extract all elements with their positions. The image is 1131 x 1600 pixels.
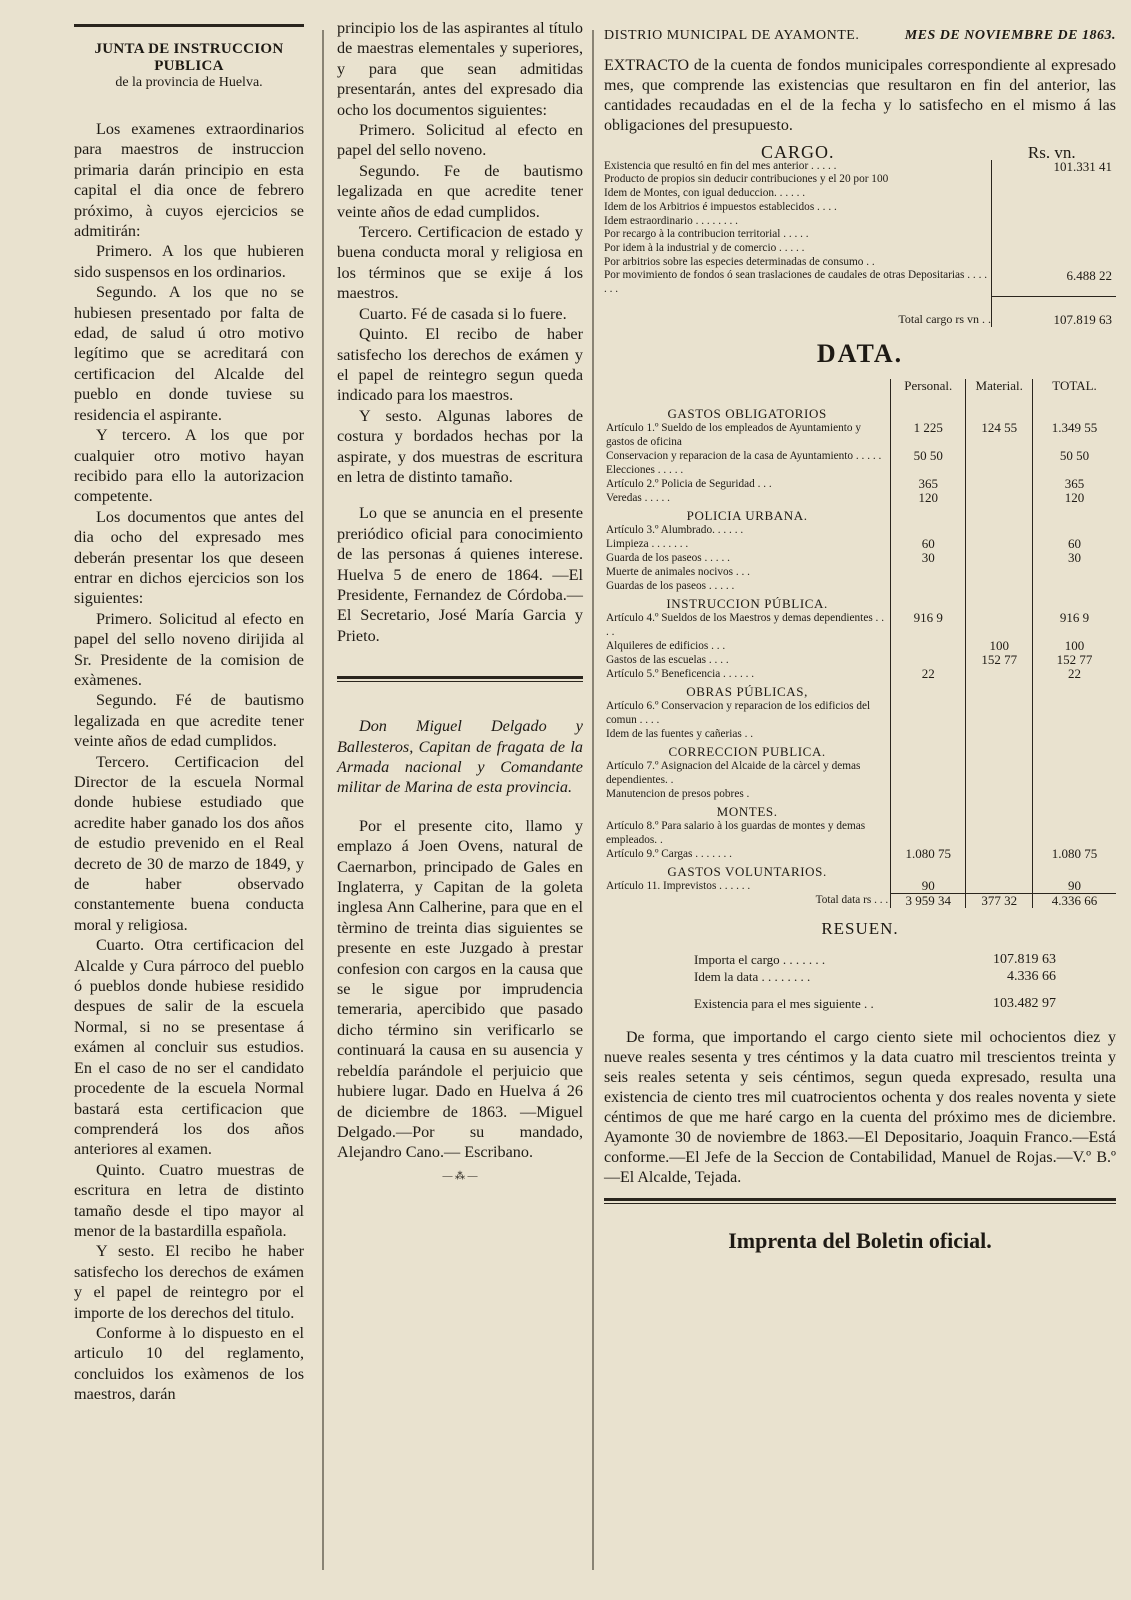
data-cell-total: 100 xyxy=(1033,639,1116,653)
data-title: DATA. xyxy=(816,338,904,368)
data-row xyxy=(604,463,1116,477)
month-label: MES DE NOVIEMBRE DE 1863. xyxy=(904,28,1116,43)
data-cell-personal: 1 225 xyxy=(891,421,966,449)
data-cell-total: 1.080 75 xyxy=(1033,847,1116,861)
data-row xyxy=(604,787,1116,801)
data-cell-material xyxy=(966,579,1033,593)
data-row xyxy=(604,819,1116,847)
cargo-row-amount xyxy=(992,215,1117,229)
data-row xyxy=(604,537,1116,551)
data-row xyxy=(604,611,1116,639)
data-row-label: Veredas . . . . . xyxy=(606,491,670,504)
paragraph: Y sesto. El recibo he haber satisfecho los derechos de exámen y el papel de reintegro por el importe de los derechos del titulo. xyxy=(74,1242,304,1322)
data-cell-total: 152 77 xyxy=(1033,653,1116,667)
data-row xyxy=(604,653,1116,667)
cargo-row-amount xyxy=(992,242,1117,256)
col-header-total: TOTAL. xyxy=(1033,379,1116,403)
data-cell-material xyxy=(966,699,1033,727)
paragraph: Primero. A los que hubieren sido suspensos en los ordinarios. xyxy=(74,242,304,281)
data-section-header xyxy=(604,741,1116,759)
data-row xyxy=(604,579,1116,593)
resumen-value: 4.336 66 xyxy=(1007,968,1056,984)
data-cell-personal xyxy=(891,653,966,667)
data-cell-material xyxy=(966,551,1033,565)
data-cell-material xyxy=(966,565,1033,579)
data-row xyxy=(604,449,1116,463)
edict-body: Por el presente cito, llamo y emplazo á Joen Ovens, natural de Caernarbon, principado de Gales en Inglaterra, y Capitan de la goleta inglesa Ann Calherine, para que en el tèrmino de treinta dias siguientes se presente en este Juzgado à prestar confesion con cargos en la causa que se le sigue por imprudencia temeraria, apercibido que pasado dicho término sin verificarlo se continuará la causa en su ausencia y rebeldía parándole el perjuicio que hubiere lugar. Dado en Huelva á 26 de diciembre de 1863. —Miguel Delgado.—Por su mandado, Alejandro Cano.— Escribano. xyxy=(337,816,583,1162)
data-cell-total: 22 xyxy=(1033,667,1116,681)
cargo-row-label: Idem de los Arbitrios é impuestos establecidos . . . . xyxy=(604,200,837,213)
cargo-row xyxy=(604,187,1116,201)
data-row-label: Manutencion de presos pobres . xyxy=(606,787,750,800)
data-section-header xyxy=(604,681,1116,699)
cargo-row-label: Producto de propios sin deducir contribuciones y el 20 por 100 xyxy=(604,173,889,186)
paragraph: Segundo. Fe de bautismo legalizada en que acredite tener veinte años de edad cumplidos. xyxy=(337,161,583,221)
data-cell-personal: 30 xyxy=(891,551,966,565)
district-name: DISTRIO MUNICIPAL DE AYAMONTE. xyxy=(604,28,860,43)
printer-imprint: Imprenta del Boletin oficial. xyxy=(728,1227,992,1253)
data-row-label: Artículo 4.º Sueldos de los Maestros y demas dependientes . . . . xyxy=(606,611,885,638)
resumen-label: Importa el cargo . . . . . . . xyxy=(694,951,826,967)
data-cell-total: 50 50 xyxy=(1033,449,1116,463)
data-section-label: GASTOS OBLIGATORIOS xyxy=(667,405,827,421)
cargo-row-label: Por movimiento de fondos ó sean traslaciones de caudales de otras Depositarias . . . . . . . xyxy=(604,269,988,296)
data-section-header xyxy=(604,801,1116,819)
paragraph: Tercero. Certificacion del Director de la escuela Normal donde hubiese estudiado que acredite haber ganado los dos años de estudio prevenido en el Real decreto de 30 de marzo de 1849, y de haber observado constantemente buena conducta moral y religiosa. xyxy=(74,752,304,934)
data-cell-personal: 50 50 xyxy=(891,449,966,463)
data-row-label: Guarda de los paseos . . . . . xyxy=(606,551,730,564)
cargo-row-label: Por recargo à la contribucion territorial . . . . . xyxy=(604,228,809,241)
cargo-row-label: Por idem à la industrial y de comercio . . . . . xyxy=(604,241,805,254)
paragraph: Y tercero. A los que por cualquier otro motivo hayan recibido para ello la autorizacion competente. xyxy=(74,426,304,506)
data-row xyxy=(604,879,1116,894)
data-cell-total xyxy=(1033,699,1116,727)
data-row xyxy=(604,639,1116,653)
data-cell-material xyxy=(966,523,1033,537)
column-divider xyxy=(592,30,594,1570)
cargo-row-amount: 6.488 22 xyxy=(992,269,1117,296)
data-cell-material xyxy=(966,759,1033,787)
resumen-label: Existencia para el mes siguiente . . xyxy=(694,995,874,1011)
data-row xyxy=(604,421,1116,449)
closing-paragraph: De forma, que importando el cargo ciento siete mil ochocientos diez y nueve reales sesenta y tres céntimos y la data cuatro mil trescientos treinta y seis reales setenta y seis céntimos, segun queda expresado, resulta una existencia de ciento tres mil cuatrocientos ochenta y dos reales noventa y siete céntimos de que me haré cargo en la cuenta del próximo mes de diciembre. Ayamonte 30 de noviembre de 1863.—El Depositario, Joaquin Franco.—Está conforme.—El Jefe de la Seccion de Contabilidad, Manuel de Rojas.—V.º B.º—El Alcalde, Tejada. xyxy=(604,1028,1116,1186)
data-row xyxy=(604,551,1116,565)
paragraph: Primero. Solicitud al efecto en papel del sello noveno. xyxy=(337,121,583,160)
data-cell-material: 124 55 xyxy=(966,421,1033,449)
district-header xyxy=(604,28,1116,44)
data-row-label: Artículo 7.º Asignacion del Alcaide de la càrcel y demas dependientes. . xyxy=(606,759,861,786)
cargo-table xyxy=(604,142,1116,328)
cargo-row-label: Idem de Montes, con igual deduccion. . . . . . xyxy=(604,187,806,200)
data-cell-personal xyxy=(891,819,966,847)
data-cell-personal: 916 9 xyxy=(891,611,966,639)
paragraph: Segundo. A los que no se hubiesen presentado por falta de edad, de salud ú otro motivo legítimo que se acreditará con certificacion del Alcalde del pueblo en donde tuviese su residencia el aspirante. xyxy=(74,283,304,424)
data-cell-total xyxy=(1033,787,1116,801)
extract-paragraph: EXTRACTO de la cuenta de fondos municipales correspondiente al expresado mes, que comprende las existencias que resultaron en fin del anterior, las cantidades recaudadas en el de la fecha y lo satisfecho en el mismo á las obligaciones del presupuesto. xyxy=(604,57,1116,134)
data-cell-material: 152 77 xyxy=(966,653,1033,667)
data-cell-personal: 60 xyxy=(891,537,966,551)
paragraph: Cuarto. Otra certificacion del Alcalde y Cura párroco del pueblo ó pueblos donde hubiese residido despues de salir de la escuela Normal, si no se presentase á exámen al concluir sus estudios. En el caso de no ser el candidato procedente de la escuela Normal bastará esta certificacion que comprenderá los dos años anteriores al examen. xyxy=(74,936,304,1159)
data-cell-personal: 120 xyxy=(891,491,966,505)
data-cell-total: 4.336 66 xyxy=(1033,893,1116,908)
data-section-label: MONTES. xyxy=(716,803,778,819)
cargo-row-label: Idem estraordinario . . . . . . . . xyxy=(604,214,738,227)
data-row-label: Artículo 9.º Cargas . . . . . . . xyxy=(606,847,732,860)
resumen-row xyxy=(604,968,1116,985)
data-row-label: Artículo 8.º Para salario à los guardas de montes y demas empleados. . xyxy=(606,819,866,846)
cargo-row-amount xyxy=(992,201,1117,215)
data-cell-total xyxy=(1033,565,1116,579)
paragraph: Segundo. Fé de bautismo legalizada en que acredite tener veinte años de edad cumplidos. xyxy=(74,691,304,751)
resumen-row xyxy=(604,951,1116,968)
data-cell-total xyxy=(1033,727,1116,741)
data-section-header xyxy=(604,403,1116,421)
top-rule xyxy=(74,24,304,27)
data-row-label: Guardas de los paseos . . . . . xyxy=(606,579,735,592)
paragraph: Los examenes extraordinarios para maestros de instruccion primaria darán principio en esta capital el dia once de febrero próximo, à cuyos ejercicios se admitirán: xyxy=(74,120,304,241)
cargo-row-amount xyxy=(992,187,1117,201)
data-section-label: POLICIA URBANA. xyxy=(686,507,808,523)
data-row-label: Artículo 11. Imprevistos . . . . . . xyxy=(606,879,751,892)
column-1 xyxy=(74,18,304,1405)
data-row-label: Artículo 3.º Alumbrado. . . . . . xyxy=(606,523,744,536)
signature-paragraph: Lo que se anuncia en el presente preriódico oficial para conocimiento de las personas á quienes interese. Huelva 5 de enero de 1864. —El Presidente, Fernandez de Córdoba.—El Secretario, José María Garcia y Prieto. xyxy=(337,504,583,645)
data-cell-material xyxy=(966,727,1033,741)
data-row-label: Elecciones . . . . . xyxy=(606,463,684,476)
data-cell-material xyxy=(966,449,1033,463)
data-section-label: CORRECCION PUBLICA. xyxy=(668,743,826,759)
data-cell-material xyxy=(966,611,1033,639)
data-section-header xyxy=(604,505,1116,523)
data-row-label: Gastos de las escuelas . . . . xyxy=(606,653,729,666)
data-cell-personal: 365 xyxy=(891,477,966,491)
paragraph: Primero. Solicitud al efecto en papel del sello noveno dirijida al Sr. Presidente de la comision de exàmenes. xyxy=(74,609,304,689)
resumen-value: 107.819 63 xyxy=(993,951,1056,967)
data-cell-material xyxy=(966,537,1033,551)
data-cell-total: 1.349 55 xyxy=(1033,421,1116,449)
data-cell-material: 377 32 xyxy=(966,893,1033,908)
data-table xyxy=(604,379,1116,908)
data-row-label: Conservacion y reparacion de la casa de Ayuntamiento . . . . . xyxy=(606,449,882,462)
data-cell-personal: 3 959 34 xyxy=(891,893,966,908)
resumen-value: 103.482 97 xyxy=(993,995,1056,1011)
resumen-label: Idem la data . . . . . . . . xyxy=(694,968,811,984)
data-cell-personal xyxy=(891,579,966,593)
paragraph: Los documentos que antes del dia ocho del expresado mes deberán presentar los que deseen entrar en dichos ejercicios son los siguientes: xyxy=(74,507,304,608)
cargo-row-label: Existencia que resultó en fin del mes anterior . . . . . xyxy=(604,159,837,172)
data-cell-personal: 22 xyxy=(891,667,966,681)
bottom-rule xyxy=(604,1198,1116,1204)
data-row xyxy=(604,727,1116,741)
cargo-row xyxy=(604,269,1116,296)
data-row xyxy=(604,699,1116,727)
edict-heading: Don Miguel Delgado y Ballesteros, Capitan de fragata de la Armada nacional y Comandante militar de Marina de esta provincia. xyxy=(337,717,583,797)
data-cell-personal xyxy=(891,787,966,801)
data-cell-personal xyxy=(891,639,966,653)
data-cell-personal xyxy=(891,727,966,741)
resumen-title: RESUEN. xyxy=(821,918,899,938)
cargo-row xyxy=(604,201,1116,215)
cargo-row-label: Por arbitrios sobre las especies determinadas de consumo . . xyxy=(604,255,875,268)
data-cell-material xyxy=(966,819,1033,847)
paragraph: Conforme à lo dispuesto en el articulo 10 del reglamento, concluidos los exàmenos de los maestros, darán xyxy=(74,1323,304,1404)
notice-title: JUNTA DE INSTRUCCION PUBLICA xyxy=(94,41,284,74)
data-row-label: Artículo 6.º Conservacion y reparacion de los edificios del comun . . . . xyxy=(606,699,871,726)
data-section-label: GASTOS VOLUNTARIOS. xyxy=(667,863,827,879)
data-total-row xyxy=(604,893,1116,908)
column-3 xyxy=(604,18,1116,1254)
data-section-label: INSTRUCCION PÚBLICA. xyxy=(666,595,828,611)
cargo-row xyxy=(604,256,1116,270)
cargo-title: CARGO. xyxy=(760,142,835,162)
paragraph: Tercero. Certificacion de estado y buena conducta moral y religiosa en los términos que se exije á los maestros. xyxy=(337,223,583,303)
data-cell-material xyxy=(966,667,1033,681)
data-cell-personal xyxy=(891,759,966,787)
section-divider xyxy=(337,676,583,682)
paragraph: Cuarto. Fé de casada si lo fuere. xyxy=(359,304,567,323)
data-row xyxy=(604,477,1116,491)
data-row-label: Artículo 5.º Beneficencia . . . . . . xyxy=(606,667,755,680)
resumen-row xyxy=(604,995,1116,1012)
data-cell-material: 100 xyxy=(966,639,1033,653)
data-cell-total xyxy=(1033,463,1116,477)
paragraph: principio los de las aspirantes al título de maestras elementales y superiores, y para que sean admitidas presentarán, antes del expresado dia ocho los documentos siguientes: xyxy=(337,19,583,119)
data-cell-total: 120 xyxy=(1033,491,1116,505)
cargo-row-amount xyxy=(992,228,1117,242)
data-row-label: Artículo 1.º Sueldo de los empleados de Ayuntamiento y gastos de oficina xyxy=(606,421,862,448)
cargo-row xyxy=(604,215,1116,229)
cargo-unit: Rs. vn. xyxy=(1027,143,1076,162)
column-2 xyxy=(337,18,583,1190)
data-cell-total: 60 xyxy=(1033,537,1116,551)
data-row xyxy=(604,491,1116,505)
cargo-row xyxy=(604,242,1116,256)
data-cell-personal xyxy=(891,699,966,727)
data-cell-material xyxy=(966,477,1033,491)
data-row xyxy=(604,565,1116,579)
cargo-row-amount xyxy=(992,173,1117,187)
data-cell-total xyxy=(1033,579,1116,593)
data-row xyxy=(604,523,1116,537)
data-cell-total: 365 xyxy=(1033,477,1116,491)
column-divider xyxy=(322,30,324,1570)
data-cell-material xyxy=(966,787,1033,801)
ornament: — ⁂ — xyxy=(442,1170,478,1182)
col-header-material: Material. xyxy=(966,379,1033,403)
data-section-header xyxy=(604,593,1116,611)
data-cell-personal: 1.080 75 xyxy=(891,847,966,861)
data-cell-material xyxy=(966,879,1033,894)
data-row xyxy=(604,759,1116,787)
data-cell-material xyxy=(966,463,1033,477)
data-cell-personal: 90 xyxy=(891,879,966,894)
data-cell-total xyxy=(1033,523,1116,537)
data-cell-material xyxy=(966,491,1033,505)
data-row-label: Total data rs . . . xyxy=(815,894,889,907)
cargo-row-amount: 101.331 41 xyxy=(992,160,1117,174)
cargo-row xyxy=(604,173,1116,187)
data-row-label: Idem de las fuentes y cañerias . . xyxy=(606,727,754,740)
paragraph: Quinto. Cuatro muestras de escritura en letra de distinto tamaño desde el tipo mayor al menor de la bastardilla española. xyxy=(74,1160,304,1240)
paragraph: Quinto. El recibo de haber satisfecho los derechos de exámen y el papel de reintegro segun queda indicado para los maestros. xyxy=(337,325,583,405)
data-cell-personal xyxy=(891,463,966,477)
data-row xyxy=(604,667,1116,681)
data-cell-material xyxy=(966,847,1033,861)
cargo-total-label: Total cargo rs vn . . xyxy=(898,311,991,326)
data-row-label: Artículo 2.º Policia de Seguridad . . . xyxy=(606,477,772,490)
data-cell-personal xyxy=(891,565,966,579)
data-row-label: Muerte de animales nocivos . . . xyxy=(606,565,750,578)
data-row xyxy=(604,847,1116,861)
data-cell-personal xyxy=(891,523,966,537)
data-cell-total xyxy=(1033,819,1116,847)
data-cell-total xyxy=(1033,759,1116,787)
data-section-header xyxy=(604,861,1116,879)
data-row-label: Limpieza . . . . . . . xyxy=(606,537,689,550)
resumen-section xyxy=(604,920,1116,1012)
cargo-row-amount xyxy=(992,256,1117,270)
data-section-label: OBRAS PÚBLICAS, xyxy=(686,683,808,699)
paragraph: Y sesto. Algunas labores de costura y bordados hechas por la aspirate, y dos muestras de escritura en letra de distinto tamaño. xyxy=(337,406,583,486)
data-cell-total: 90 xyxy=(1033,879,1116,894)
data-cell-total: 916 9 xyxy=(1033,611,1116,639)
cargo-total-value: 107.819 63 xyxy=(992,297,1117,327)
data-row-label: Alquileres de edificios . . . xyxy=(606,639,726,652)
cargo-row xyxy=(604,228,1116,242)
data-cell-total: 30 xyxy=(1033,551,1116,565)
col-header-personal: Personal. xyxy=(891,379,966,403)
notice-subtitle: de la provincia de Huelva. xyxy=(115,75,263,90)
